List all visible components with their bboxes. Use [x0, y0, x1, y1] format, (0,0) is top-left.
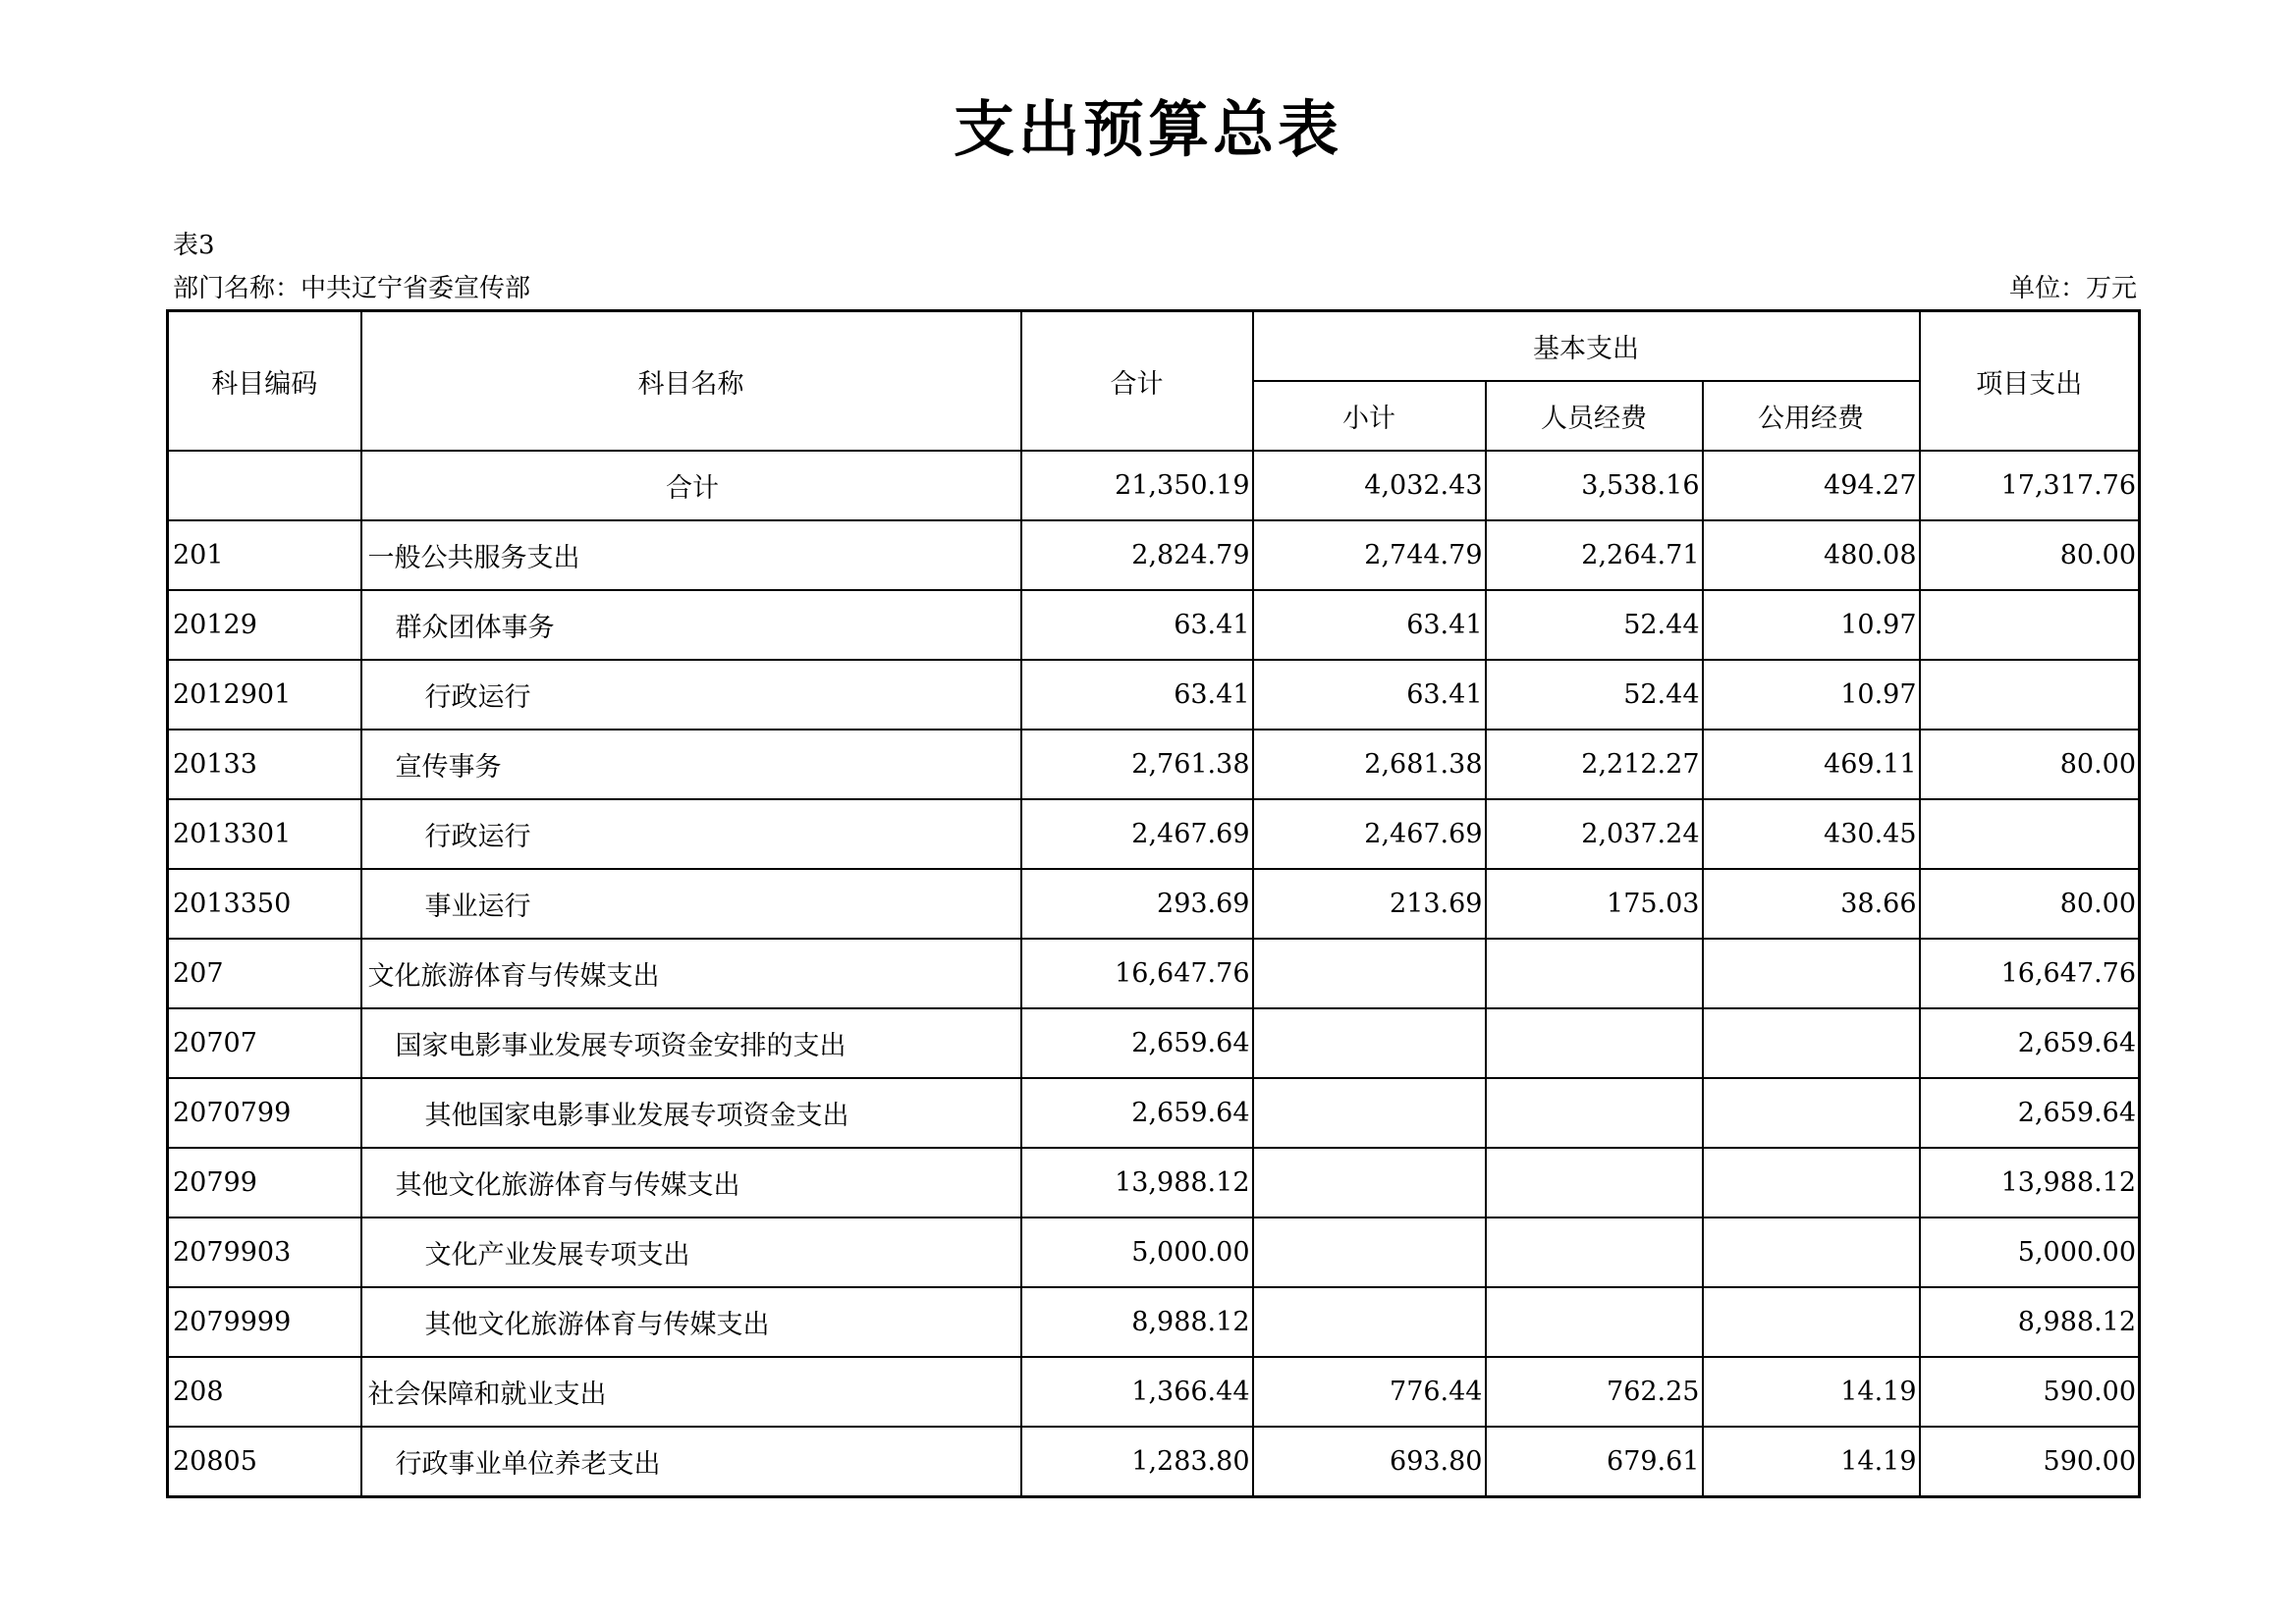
cell-personnel: 175.03	[1486, 869, 1703, 939]
cell-code: 20805	[168, 1427, 361, 1497]
cell-personnel: 679.61	[1486, 1427, 1703, 1497]
header-total: 合计	[1021, 311, 1253, 452]
cell-subtotal	[1253, 1078, 1486, 1148]
cell-total: 8,988.12	[1021, 1287, 1253, 1357]
cell-personnel: 3,538.16	[1486, 451, 1703, 520]
cell-subtotal: 2,744.79	[1253, 520, 1486, 590]
cell-public: 430.45	[1703, 799, 1920, 869]
cell-total: 1,283.80	[1021, 1427, 1253, 1497]
cell-name: 行政运行	[361, 799, 1021, 869]
cell-code: 2012901	[168, 660, 361, 730]
table-number: 表3	[173, 231, 215, 260]
cell-project: 590.00	[1920, 1357, 2140, 1427]
cell-total: 1,366.44	[1021, 1357, 1253, 1427]
table-row	[168, 1217, 2140, 1287]
cell-public	[1703, 1217, 1920, 1287]
table-row	[168, 1287, 2140, 1357]
cell-name: 行政事业单位养老支出	[361, 1427, 1021, 1497]
cell-project: 5,000.00	[1920, 1217, 2140, 1287]
header-project: 项目支出	[1920, 311, 2140, 452]
cell-name: 社会保障和就业支出	[361, 1357, 1021, 1427]
cell-project: 80.00	[1920, 520, 2140, 590]
cell-public: 10.97	[1703, 590, 1920, 660]
cell-total: 63.41	[1021, 590, 1253, 660]
cell-subtotal	[1253, 1008, 1486, 1078]
header-basic: 基本支出	[1253, 311, 1920, 382]
cell-code: 2013350	[168, 869, 361, 939]
cell-project: 13,988.12	[1920, 1148, 2140, 1217]
cell-project: 2,659.64	[1920, 1008, 2140, 1078]
header-name: 科目名称	[361, 311, 1021, 452]
header-personnel: 人员经费	[1486, 381, 1703, 451]
cell-subtotal: 693.80	[1253, 1427, 1486, 1497]
cell-total: 2,659.64	[1021, 1008, 1253, 1078]
cell-subtotal: 63.41	[1253, 660, 1486, 730]
cell-total: 21,350.19	[1021, 451, 1253, 520]
cell-code: 208	[168, 1357, 361, 1427]
cell-subtotal	[1253, 1217, 1486, 1287]
table-row	[168, 869, 2140, 939]
cell-code: 201	[168, 520, 361, 590]
cell-project: 2,659.64	[1920, 1078, 2140, 1148]
table-row	[168, 1148, 2140, 1217]
header-subtotal: 小计	[1253, 381, 1486, 451]
cell-subtotal: 213.69	[1253, 869, 1486, 939]
cell-total: 2,761.38	[1021, 730, 1253, 799]
cell-subtotal: 2,681.38	[1253, 730, 1486, 799]
table-row	[168, 1008, 2140, 1078]
cell-name: 宣传事务	[361, 730, 1021, 799]
cell-total: 13,988.12	[1021, 1148, 1253, 1217]
cell-name: 事业运行	[361, 869, 1021, 939]
cell-name: 国家电影事业发展专项资金安排的支出	[361, 1008, 1021, 1078]
cell-public: 480.08	[1703, 520, 1920, 590]
cell-public	[1703, 1148, 1920, 1217]
cell-personnel	[1486, 1287, 1703, 1357]
cell-public	[1703, 1008, 1920, 1078]
cell-personnel: 2,264.71	[1486, 520, 1703, 590]
cell-code: 207	[168, 939, 361, 1008]
cell-project	[1920, 590, 2140, 660]
cell-total: 5,000.00	[1021, 1217, 1253, 1287]
table-row	[168, 730, 2140, 799]
cell-subtotal: 2,467.69	[1253, 799, 1486, 869]
table-row	[168, 939, 2140, 1008]
cell-total: 16,647.76	[1021, 939, 1253, 1008]
cell-personnel: 52.44	[1486, 590, 1703, 660]
table-row	[168, 1357, 2140, 1427]
cell-project: 16,647.76	[1920, 939, 2140, 1008]
cell-subtotal: 776.44	[1253, 1357, 1486, 1427]
cell-personnel	[1486, 1148, 1703, 1217]
cell-project	[1920, 660, 2140, 730]
cell-total: 2,824.79	[1021, 520, 1253, 590]
cell-name: 一般公共服务支出	[361, 520, 1021, 590]
cell-public: 14.19	[1703, 1427, 1920, 1497]
cell-personnel: 762.25	[1486, 1357, 1703, 1427]
cell-subtotal: 4,032.43	[1253, 451, 1486, 520]
cell-personnel	[1486, 1217, 1703, 1287]
expenditure-budget-table	[166, 309, 2141, 1498]
cell-personnel	[1486, 1008, 1703, 1078]
cell-public	[1703, 1078, 1920, 1148]
cell-subtotal	[1253, 1148, 1486, 1217]
cell-name: 其他国家电影事业发展专项资金支出	[361, 1078, 1021, 1148]
cell-code: 20129	[168, 590, 361, 660]
table-row	[168, 520, 2140, 590]
cell-code: 20133	[168, 730, 361, 799]
table-row	[168, 1427, 2140, 1497]
cell-personnel: 2,037.24	[1486, 799, 1703, 869]
unit-label: 单位：万元	[2008, 274, 2137, 303]
cell-code: 2079903	[168, 1217, 361, 1287]
cell-name: 文化旅游体育与传媒支出	[361, 939, 1021, 1008]
cell-name: 合计	[361, 451, 1021, 520]
table-row	[168, 799, 2140, 869]
table-row	[168, 660, 2140, 730]
cell-code: 20707	[168, 1008, 361, 1078]
cell-total: 2,659.64	[1021, 1078, 1253, 1148]
cell-total: 63.41	[1021, 660, 1253, 730]
cell-code: 20799	[168, 1148, 361, 1217]
cell-total: 2,467.69	[1021, 799, 1253, 869]
table-row	[168, 590, 2140, 660]
cell-total: 293.69	[1021, 869, 1253, 939]
cell-name: 群众团体事务	[361, 590, 1021, 660]
cell-project	[1920, 799, 2140, 869]
header-public: 公用经费	[1703, 381, 1920, 451]
header-code: 科目编码	[168, 311, 361, 452]
cell-personnel: 2,212.27	[1486, 730, 1703, 799]
cell-project: 17,317.76	[1920, 451, 2140, 520]
cell-public: 14.19	[1703, 1357, 1920, 1427]
department-name: 部门名称：中共辽宁省委宣传部	[173, 274, 531, 303]
cell-personnel	[1486, 1078, 1703, 1148]
cell-name: 其他文化旅游体育与传媒支出	[361, 1287, 1021, 1357]
cell-code: 2013301	[168, 799, 361, 869]
cell-code	[168, 451, 361, 520]
table-body	[168, 451, 2140, 1497]
cell-personnel: 52.44	[1486, 660, 1703, 730]
cell-code: 2079999	[168, 1287, 361, 1357]
cell-public	[1703, 1287, 1920, 1357]
cell-public: 38.66	[1703, 869, 1920, 939]
cell-subtotal: 63.41	[1253, 590, 1486, 660]
page-title: 支出预算总表	[953, 93, 1342, 165]
cell-subtotal	[1253, 939, 1486, 1008]
cell-subtotal	[1253, 1287, 1486, 1357]
cell-project: 80.00	[1920, 869, 2140, 939]
cell-public	[1703, 939, 1920, 1008]
cell-project: 590.00	[1920, 1427, 2140, 1497]
cell-code: 2070799	[168, 1078, 361, 1148]
table-row	[168, 1078, 2140, 1148]
cell-public: 469.11	[1703, 730, 1920, 799]
cell-public: 494.27	[1703, 451, 1920, 520]
table-row	[168, 451, 2140, 520]
cell-personnel	[1486, 939, 1703, 1008]
cell-public: 10.97	[1703, 660, 1920, 730]
cell-name: 文化产业发展专项支出	[361, 1217, 1021, 1287]
cell-name: 其他文化旅游体育与传媒支出	[361, 1148, 1021, 1217]
cell-name: 行政运行	[361, 660, 1021, 730]
cell-project: 8,988.12	[1920, 1287, 2140, 1357]
cell-project: 80.00	[1920, 730, 2140, 799]
